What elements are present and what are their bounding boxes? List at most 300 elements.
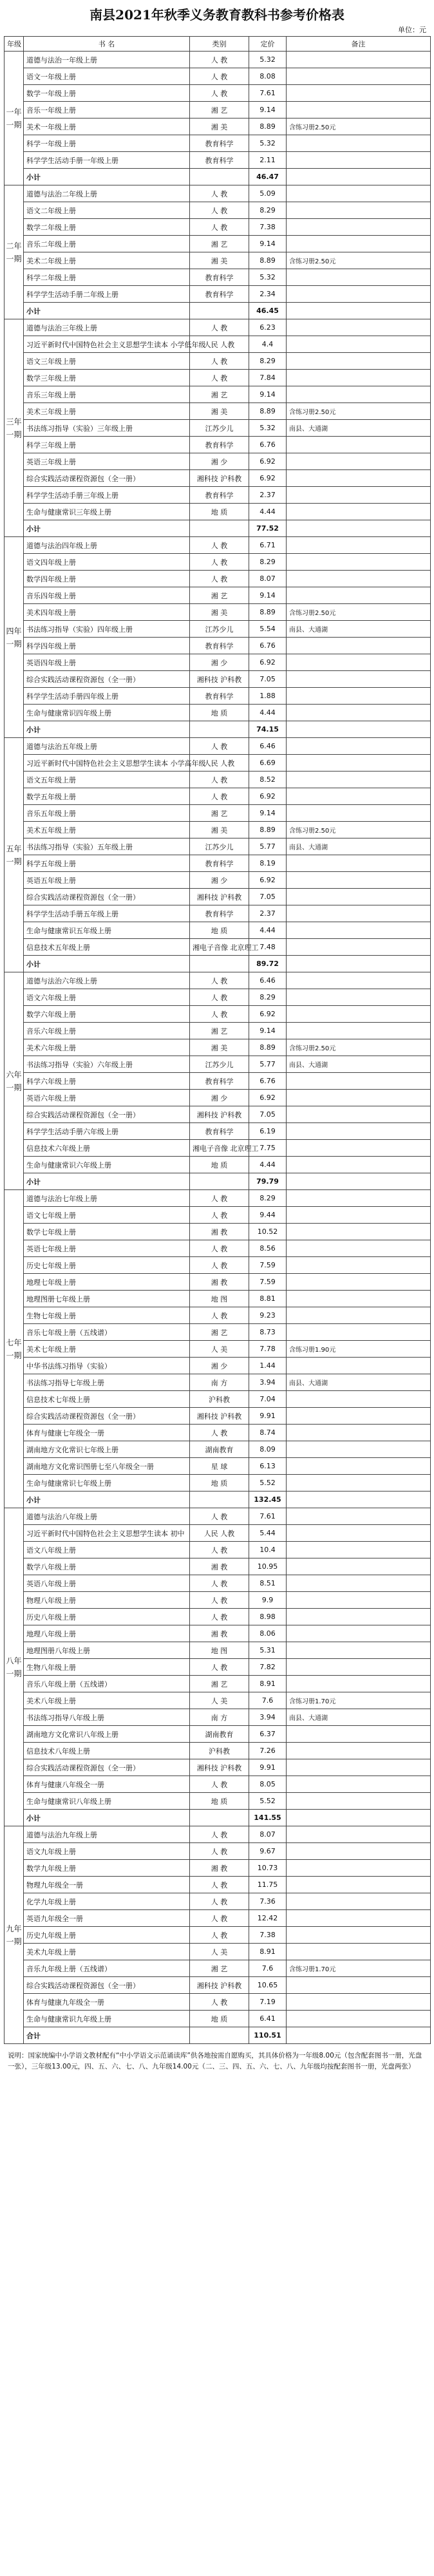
book-cell: 数学九年级上册 <box>24 1860 190 1877</box>
category-cell: 教育科学 <box>190 855 249 872</box>
category-cell: 湘 艺 <box>190 1324 249 1341</box>
table-row <box>5 1642 431 1659</box>
book-cell: 数学七年级上册 <box>24 1224 190 1240</box>
empty-cell <box>287 520 431 537</box>
footer-note: 说明：国家统编中小学语文教材配有“中小学语文示范诵读库”供各地按需自愿购买，其具体价格为一年级8.00元（包含配套图书一册，光盘一张），三年级13.00元，四、五、六、七、八、九年级14.00元（二、三、四、五、六、七、八、九年级均按配套图书一册，光盘两张） <box>8 2052 422 2070</box>
book-cell: 音乐六年级上册 <box>24 1023 190 1039</box>
table-row <box>5 1106 431 1123</box>
price-cell: 10.52 <box>249 1224 287 1240</box>
table-row <box>5 85 431 102</box>
price-cell: 6.92 <box>249 470 287 487</box>
price-cell: 6.71 <box>249 537 287 554</box>
price-cell: 8.19 <box>249 855 287 872</box>
category-cell: 湘 美 <box>190 1039 249 1056</box>
grade-cell: 八年一期 <box>5 1508 24 1826</box>
book-cell: 道德与法治四年级上册 <box>24 537 190 554</box>
price-cell: 8.74 <box>249 1425 287 1441</box>
subtotal-row <box>5 2027 431 2044</box>
category-cell: 教育科学 <box>190 269 249 286</box>
price-cell: 6.92 <box>249 1006 287 1023</box>
book-cell: 数学三年级上册 <box>24 370 190 386</box>
note-cell <box>287 671 431 688</box>
table-row <box>5 252 431 269</box>
price-cell: 7.48 <box>249 939 287 956</box>
table-row <box>5 1023 431 1039</box>
table-row <box>5 1994 431 2011</box>
table-row <box>5 118 431 135</box>
book-cell: 信息技术七年级上册 <box>24 1391 190 1408</box>
note-cell <box>287 437 431 453</box>
category-cell: 地 质 <box>190 705 249 721</box>
note-cell <box>287 1609 431 1625</box>
subtotal-value: 110.51 <box>249 2027 287 2044</box>
category-cell: 人 教 <box>190 1927 249 1944</box>
note-cell <box>287 1291 431 1307</box>
book-cell: 体育与健康九年级全一册 <box>24 1994 190 2011</box>
book-cell: 书法练习指导七年级上册 <box>24 1374 190 1391</box>
note-cell <box>287 1676 431 1692</box>
book-cell: 道德与法治五年级上册 <box>24 738 190 755</box>
table-row <box>5 1056 431 1073</box>
note-cell <box>287 85 431 102</box>
category-cell: 湘 少 <box>190 872 249 889</box>
price-cell: 6.92 <box>249 453 287 470</box>
subtotal-label: 小计 <box>24 956 190 972</box>
book-cell: 美术四年级上册 <box>24 604 190 621</box>
book-cell: 数学一年级上册 <box>24 85 190 102</box>
category-cell: 教育科学 <box>190 152 249 169</box>
table-row <box>5 420 431 437</box>
table-row <box>5 889 431 905</box>
header-note: 备注 <box>287 37 431 52</box>
category-cell: 人 教 <box>190 1307 249 1324</box>
book-cell: 语文一年级上册 <box>24 68 190 85</box>
category-cell: 人 美 <box>190 1692 249 1709</box>
category-cell: 人 教 <box>190 1240 249 1257</box>
table-row <box>5 403 431 420</box>
price-cell: 9.9 <box>249 1592 287 1609</box>
book-cell: 道德与法治三年级上册 <box>24 319 190 336</box>
book-cell: 信息技术六年级上册 <box>24 1140 190 1157</box>
note-cell <box>287 805 431 822</box>
book-cell: 数学二年级上册 <box>24 219 190 236</box>
category-cell: 人 教 <box>190 68 249 85</box>
category-cell: 星 球 <box>190 1458 249 1475</box>
table-row <box>5 1977 431 1994</box>
price-cell: 8.91 <box>249 1676 287 1692</box>
category-cell: 湘 美 <box>190 604 249 621</box>
table-row <box>5 386 431 403</box>
price-table <box>4 36 431 2044</box>
table-row <box>5 1776 431 1793</box>
table-row <box>5 102 431 118</box>
category-cell: 人 教 <box>190 772 249 788</box>
table-row <box>5 1157 431 1173</box>
price-cell: 8.07 <box>249 571 287 587</box>
note-cell <box>287 319 431 336</box>
price-cell: 7.6 <box>249 1692 287 1709</box>
category-cell: 湖南教育 <box>190 1726 249 1743</box>
table-row <box>5 1391 431 1408</box>
price-cell: 3.94 <box>249 1374 287 1391</box>
table-row <box>5 1525 431 1542</box>
table-row <box>5 135 431 152</box>
price-cell: 7.38 <box>249 1927 287 1944</box>
category-cell: 湘 教 <box>190 1224 249 1240</box>
book-cell: 书法练习指导（实验）四年级上册 <box>24 621 190 638</box>
empty-cell <box>287 169 431 185</box>
note-cell <box>287 755 431 772</box>
note-cell <box>287 487 431 504</box>
note-cell <box>287 1207 431 1224</box>
price-cell: 9.91 <box>249 1759 287 1776</box>
price-cell: 4.44 <box>249 504 287 520</box>
note-cell <box>287 504 431 520</box>
subtotal-row <box>5 1173 431 1190</box>
category-cell: 人 教 <box>190 1006 249 1023</box>
category-cell: 地 图 <box>190 1291 249 1307</box>
price-cell: 7.75 <box>249 1140 287 1157</box>
note-cell: 含练习册2.50元 <box>287 403 431 420</box>
book-cell: 音乐二年级上册 <box>24 236 190 252</box>
subtotal-value: 46.45 <box>249 303 287 319</box>
category-cell: 江苏少儿 <box>190 1056 249 1073</box>
category-cell: 人 教 <box>190 1877 249 1893</box>
price-cell: 7.05 <box>249 671 287 688</box>
table-row <box>5 1676 431 1692</box>
table-row <box>5 1006 431 1023</box>
empty-cell <box>287 2027 431 2044</box>
note-cell <box>287 654 431 671</box>
category-cell: 人民 人教 <box>190 1525 249 1542</box>
table-row <box>5 1291 431 1307</box>
note-cell <box>287 1324 431 1341</box>
category-cell: 湘 艺 <box>190 1676 249 1692</box>
category-cell: 人 教 <box>190 85 249 102</box>
book-cell: 英语四年级上册 <box>24 654 190 671</box>
book-cell: 科学学生活动手册四年级上册 <box>24 688 190 705</box>
book-cell: 地理图册八年级上册 <box>24 1642 190 1659</box>
category-cell: 人 教 <box>190 370 249 386</box>
table-row <box>5 219 431 236</box>
subtotal-label: 小计 <box>24 303 190 319</box>
note-cell <box>287 1224 431 1240</box>
table-row <box>5 1860 431 1877</box>
book-cell: 综合实践活动课程资源包（全一册） <box>24 470 190 487</box>
subtotal-value: 132.45 <box>249 1492 287 1508</box>
table-row <box>5 1944 431 1960</box>
table-row <box>5 838 431 855</box>
category-cell: 人 美 <box>190 1341 249 1358</box>
table-row <box>5 1408 431 1425</box>
book-cell: 语文七年级上册 <box>24 1207 190 1224</box>
book-cell: 数学五年级上册 <box>24 788 190 805</box>
price-cell: 9.23 <box>249 1307 287 1324</box>
category-cell: 地 质 <box>190 2011 249 2027</box>
price-cell: 4.44 <box>249 922 287 939</box>
category-cell: 沪科教 <box>190 1743 249 1759</box>
price-cell: 7.36 <box>249 1893 287 1910</box>
category-cell: 湘 少 <box>190 453 249 470</box>
grade-cell: 七年一期 <box>5 1190 24 1508</box>
empty-cell <box>287 1810 431 1826</box>
category-cell: 人 教 <box>190 1508 249 1525</box>
table-row <box>5 922 431 939</box>
book-cell: 科学四年级上册 <box>24 638 190 654</box>
category-cell: 人 教 <box>190 537 249 554</box>
table-row <box>5 1910 431 1927</box>
note-cell <box>287 939 431 956</box>
price-cell: 5.77 <box>249 838 287 855</box>
category-cell: 教育科学 <box>190 638 249 654</box>
category-cell: 南 方 <box>190 1709 249 1726</box>
category-cell: 人 教 <box>190 972 249 989</box>
note-cell <box>287 1927 431 1944</box>
price-cell: 8.29 <box>249 353 287 370</box>
price-cell: 6.76 <box>249 437 287 453</box>
book-cell: 习近平新时代中国特色社会主义思想学生读本 小学低年级 <box>24 336 190 353</box>
note-cell <box>287 1073 431 1090</box>
note-cell: 含练习册2.50元 <box>287 822 431 838</box>
book-cell: 语文四年级上册 <box>24 554 190 571</box>
price-cell: 2.11 <box>249 152 287 169</box>
category-cell: 湘科技 沪科教 <box>190 671 249 688</box>
subtotal-label: 合计 <box>24 2027 190 2044</box>
price-cell: 4.44 <box>249 705 287 721</box>
table-row <box>5 788 431 805</box>
price-cell: 6.76 <box>249 638 287 654</box>
table-row <box>5 487 431 504</box>
note-cell <box>287 772 431 788</box>
subtotal-value: 141.55 <box>249 1810 287 1826</box>
category-cell: 人 教 <box>190 353 249 370</box>
price-cell: 8.29 <box>249 202 287 219</box>
note-cell: 南县、大通湖 <box>287 838 431 855</box>
table-row <box>5 1542 431 1558</box>
category-cell: 人 教 <box>190 571 249 587</box>
price-cell: 8.73 <box>249 1324 287 1341</box>
note-cell <box>287 1910 431 1927</box>
category-cell: 湘科技 沪科教 <box>190 1106 249 1123</box>
book-cell: 综合实践活动课程资源包（全一册） <box>24 1408 190 1425</box>
price-cell: 6.41 <box>249 2011 287 2027</box>
price-cell: 6.69 <box>249 755 287 772</box>
price-cell: 10.4 <box>249 1542 287 1558</box>
price-cell: 2.37 <box>249 487 287 504</box>
note-cell <box>287 972 431 989</box>
table-row <box>5 671 431 688</box>
category-cell: 人 教 <box>190 1207 249 1224</box>
table-row <box>5 554 431 571</box>
book-cell: 生命与健康常识五年级上册 <box>24 922 190 939</box>
price-cell: 7.59 <box>249 1257 287 1274</box>
book-cell: 数学六年级上册 <box>24 1006 190 1023</box>
category-cell: 湘 教 <box>190 1558 249 1575</box>
empty-cell <box>190 520 249 537</box>
price-cell: 7.26 <box>249 1743 287 1759</box>
note-cell: 南县、大通湖 <box>287 1374 431 1391</box>
book-cell: 音乐三年级上册 <box>24 386 190 403</box>
category-cell: 地 图 <box>190 1642 249 1659</box>
category-cell: 湘 教 <box>190 1274 249 1291</box>
book-cell: 综合实践活动课程资源包（全一册） <box>24 671 190 688</box>
table-row <box>5 269 431 286</box>
note-cell <box>287 1391 431 1408</box>
category-cell: 湘 少 <box>190 1090 249 1106</box>
book-cell: 生命与健康常识八年级上册 <box>24 1793 190 1810</box>
price-cell: 10.65 <box>249 1977 287 1994</box>
book-cell: 美术二年级上册 <box>24 252 190 269</box>
table-row <box>5 1224 431 1240</box>
table-row <box>5 1073 431 1090</box>
note-cell <box>287 236 431 252</box>
book-cell: 美术五年级上册 <box>24 822 190 838</box>
category-cell: 人 教 <box>190 1826 249 1843</box>
book-cell: 数学四年级上册 <box>24 571 190 587</box>
category-cell: 湘 艺 <box>190 1023 249 1039</box>
grade-cell: 四年一期 <box>5 537 24 738</box>
category-cell: 人 教 <box>190 1659 249 1676</box>
table-row <box>5 972 431 989</box>
price-cell: 7.38 <box>249 219 287 236</box>
category-cell: 沪科教 <box>190 1391 249 1408</box>
category-cell: 江苏少儿 <box>190 621 249 638</box>
price-cell: 2.37 <box>249 905 287 922</box>
book-cell: 科学学生活动手册六年级上册 <box>24 1123 190 1140</box>
category-cell: 人 教 <box>190 1542 249 1558</box>
book-cell: 道德与法治八年级上册 <box>24 1508 190 1525</box>
table-row <box>5 772 431 788</box>
book-cell: 湖南地方文化常识图册七至八年级全一册 <box>24 1458 190 1475</box>
price-cell: 8.89 <box>249 822 287 838</box>
category-cell: 人 教 <box>190 1257 249 1274</box>
book-cell: 综合实践活动课程资源包（全一册） <box>24 889 190 905</box>
book-cell: 习近平新时代中国特色社会主义思想学生读本 小学高年级 <box>24 755 190 772</box>
table-row <box>5 2011 431 2027</box>
category-cell: 人 教 <box>190 788 249 805</box>
note-cell <box>287 370 431 386</box>
book-cell: 书法练习指导（实验）六年级上册 <box>24 1056 190 1073</box>
note-cell <box>287 1977 431 1994</box>
grade-cell: 二年一期 <box>5 185 24 319</box>
table-row <box>5 236 431 252</box>
grade-cell: 五年一期 <box>5 738 24 972</box>
note-cell: 含练习册2.50元 <box>287 1039 431 1056</box>
grade-cell: 三年一期 <box>5 319 24 537</box>
subtotal-row <box>5 1810 431 1826</box>
table-row <box>5 1039 431 1056</box>
book-cell: 综合实践活动课程资源包（全一册） <box>24 1977 190 1994</box>
price-cell: 5.54 <box>249 621 287 638</box>
table-row <box>5 286 431 303</box>
unit-label: 单位：元 <box>398 26 426 34</box>
category-cell: 湘 少 <box>190 1358 249 1374</box>
category-cell: 湘 艺 <box>190 236 249 252</box>
header-grade: 年级 <box>5 37 24 52</box>
table-row <box>5 537 431 554</box>
price-cell: 6.46 <box>249 738 287 755</box>
category-cell: 人 教 <box>190 1994 249 2011</box>
price-cell: 9.14 <box>249 102 287 118</box>
note-cell <box>287 1575 431 1592</box>
book-cell: 语文八年级上册 <box>24 1542 190 1558</box>
note-cell <box>287 269 431 286</box>
category-cell: 湘 美 <box>190 403 249 420</box>
table-row <box>5 1960 431 1977</box>
book-cell: 物理八年级上册 <box>24 1592 190 1609</box>
note-cell <box>287 1240 431 1257</box>
table-row <box>5 738 431 755</box>
table-row <box>5 1508 431 1525</box>
table-row <box>5 1709 431 1726</box>
note-cell <box>287 638 431 654</box>
table-row <box>5 1274 431 1291</box>
price-cell: 5.77 <box>249 1056 287 1073</box>
category-cell: 湘 美 <box>190 118 249 135</box>
price-cell: 8.91 <box>249 1944 287 1960</box>
category-cell: 人 教 <box>190 1190 249 1207</box>
price-cell: 9.14 <box>249 236 287 252</box>
book-cell: 语文二年级上册 <box>24 202 190 219</box>
note-cell <box>287 889 431 905</box>
subtotal-row <box>5 520 431 537</box>
table-body <box>5 52 431 2044</box>
book-cell: 体育与健康七年级全一册 <box>24 1425 190 1441</box>
table-row <box>5 1877 431 1893</box>
category-cell: 湘科技 沪科教 <box>190 1977 249 1994</box>
table-row <box>5 905 431 922</box>
category-cell: 湘 美 <box>190 252 249 269</box>
price-cell: 7.05 <box>249 889 287 905</box>
table-row <box>5 152 431 169</box>
subtotal-label: 小计 <box>24 520 190 537</box>
book-cell: 音乐五年级上册 <box>24 805 190 822</box>
table-row <box>5 1458 431 1475</box>
subtotal-value: 74.15 <box>249 721 287 738</box>
table-row <box>5 872 431 889</box>
note-cell: 含练习册1.70元 <box>287 1692 431 1709</box>
table-row <box>5 1140 431 1157</box>
empty-cell <box>190 956 249 972</box>
price-cell: 9.67 <box>249 1843 287 1860</box>
table-row <box>5 1609 431 1625</box>
price-cell: 8.06 <box>249 1625 287 1642</box>
category-cell: 江苏少儿 <box>190 838 249 855</box>
table-header-row <box>5 37 431 52</box>
price-cell: 7.05 <box>249 1106 287 1123</box>
table-row <box>5 604 431 621</box>
price-cell: 8.89 <box>249 118 287 135</box>
book-cell: 科学学生活动手册二年级上册 <box>24 286 190 303</box>
table-row <box>5 939 431 956</box>
table-row <box>5 571 431 587</box>
price-cell: 5.44 <box>249 1525 287 1542</box>
price-cell: 5.32 <box>249 420 287 437</box>
category-cell: 人 教 <box>190 52 249 68</box>
note-cell <box>287 1157 431 1173</box>
book-cell: 音乐七年级上册（五线谱） <box>24 1324 190 1341</box>
note-cell <box>287 286 431 303</box>
note-cell: 含练习册2.50元 <box>287 604 431 621</box>
book-cell: 音乐九年级上册（五线谱） <box>24 1960 190 1977</box>
table-row <box>5 855 431 872</box>
note-cell <box>287 571 431 587</box>
note-cell <box>287 1860 431 1877</box>
note-cell <box>287 1759 431 1776</box>
note-cell <box>287 1441 431 1458</box>
header-price: 定价 <box>249 37 287 52</box>
note-cell: 含练习册2.50元 <box>287 118 431 135</box>
